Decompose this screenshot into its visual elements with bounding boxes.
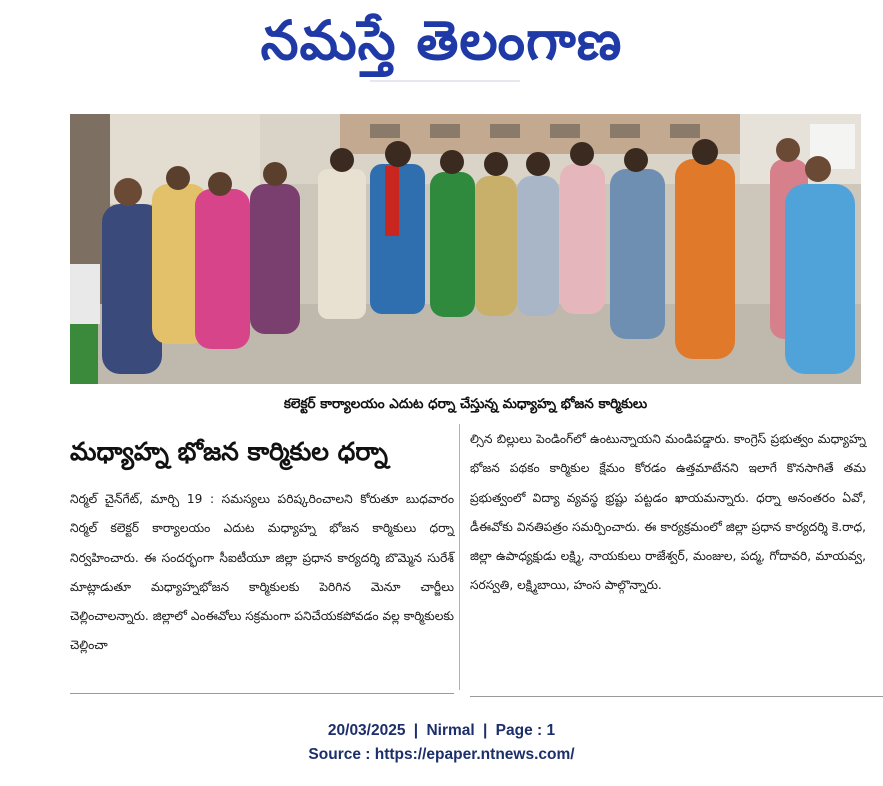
footer-source-link[interactable]: https://epaper.ntnews.com/: [374, 746, 575, 763]
footer-source-label: Source :: [308, 746, 371, 763]
masthead-title: నమస్తే తెలంగాణ: [260, 9, 623, 72]
news-photo: [70, 114, 861, 384]
article-column-left: నిర్మల్ చైన్‌గేట్, మార్చి 19 : సమస్యలు పరిష్కరించాలని కోరుతూ బుధవారం నిర్మల్ కలెక్టర్ కార్యాలయం ఎదుట మధ్యాహ్న భోజన కార్మికులు ధర్నా నిర్వహించారు. ఈ సందర్భంగా సీఐటీయూ జిల్లా ప్రధాన కార్యదర్శి బొమ్మెన సురేశ్ మాట్లాడుతూ మధ్యాహ్నభోజన కార్మికులకు పెరిగిన మెనూ చార్జీలు చెల్లించాలన్నారు. జిల్లాలో ఎంఈవోలు సక్రమంగా పనిచేయకపోవడం వల్ల కార్మికులకు చెల్లించా: [70, 492, 454, 653]
footer-source-line: [0, 746, 883, 764]
article-bottom-rule-left: [70, 693, 454, 694]
footer-page: Page : 1: [495, 722, 556, 739]
footer-edition-line: [0, 722, 883, 740]
footer-date: 20/03/2025: [327, 722, 406, 739]
masthead: [0, 0, 883, 100]
masthead-rule: [370, 80, 520, 82]
group-photo-illustration: [70, 114, 861, 384]
footer-separator: |: [483, 722, 488, 739]
article-column-right: ల్సిన బిల్లులు పెండింగ్‌లో ఉంటున్నాయని మండిపడ్డారు. కాంగ్రెస్ ప్రభుత్వం మధ్యాహ్న భోజన పథకం కార్మికుల క్షేమం కోరడం ఉత్తమాటేనని ఇలాగే కొనసాగితే తమ ప్రభుత్వంలో విద్యా వ్యవస్థ భ్రష్టు పట్టడం ఖాయమన్నారు. ధర్నా అనంతరం ఏవో, డీఈవోకు వినతిపత్రం సమర్పించారు. ఈ కార్యక్రమంలో జిల్లా ప్రధాన కార్యదర్శి కె.రాధ, జిల్లా ఉపాధ్యక్షుడు లక్ష్మి, నాయకులు రాజేశ్వర్, మంజుల, పద్మ, గోదావరి, మాయవ్వ, సరస్వతి, లక్ష్మిబాయి, హంస పాల్గొన్నారు.: [470, 432, 866, 593]
column-divider: [459, 424, 460, 690]
footer-edition: Nirmal: [426, 722, 475, 739]
article-headline: మధ్యాహ్న భోజన కార్మికుల ధర్నా: [70, 437, 388, 466]
photo-caption: కలెక్టర్ కార్యాలయం ఎదుట ధర్నా చేస్తున్న మధ్యాహ్న భోజన కార్మికులు: [283, 396, 648, 412]
footer-separator: |: [413, 722, 419, 739]
article-bottom-rule-right: [470, 696, 883, 697]
